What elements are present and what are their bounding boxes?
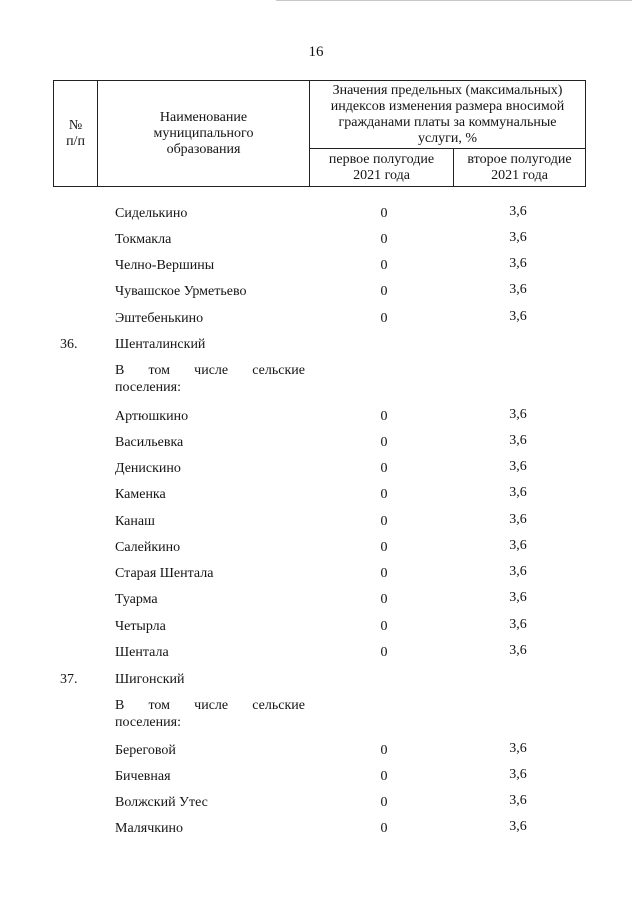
row-name: Токмакла	[115, 232, 172, 247]
table-row	[0, 279, 632, 305]
row-name: Шигонский	[115, 672, 185, 687]
table-row	[0, 430, 632, 456]
row-name: Шенталинский	[115, 337, 206, 352]
value-first-half: 0	[380, 258, 388, 273]
value-first-half: 0	[380, 435, 388, 450]
value-second-half: 3,6	[509, 643, 527, 658]
header-values-col: Значения предельных (максимальных) индексов изменения размера вносимой гражданами платы за коммунальные услуги, %	[310, 81, 586, 149]
row-name-line1: В том числе сельские	[115, 698, 305, 713]
row-name: Канаш	[115, 514, 155, 529]
row-name: Шентала	[115, 645, 169, 660]
row-name-line2: поселения:	[115, 715, 181, 730]
table-row	[0, 790, 632, 816]
table-row	[0, 201, 632, 227]
table-row	[0, 614, 632, 640]
value-second-half: 3,6	[509, 793, 527, 808]
table-row-subheading	[0, 693, 632, 733]
table-row	[0, 561, 632, 587]
row-name: Васильевка	[115, 435, 184, 450]
table-row	[0, 456, 632, 482]
value-second-half: 3,6	[509, 459, 527, 474]
value-second-half: 3,6	[509, 538, 527, 553]
row-number: 37.	[60, 672, 78, 687]
page-number: 16	[308, 44, 324, 60]
value-second-half: 3,6	[509, 282, 527, 297]
row-name-line1: В том числе сельские	[115, 363, 305, 378]
row-name: Туарма	[115, 592, 158, 607]
value-first-half: 0	[380, 769, 388, 784]
row-name: Чувашское Урметьево	[115, 284, 247, 299]
table-row-subheading	[0, 358, 632, 398]
row-number: 36.	[60, 337, 78, 352]
value-first-half: 0	[380, 540, 388, 555]
value-second-half: 3,6	[509, 564, 527, 579]
value-first-half: 0	[380, 232, 388, 247]
table-row	[0, 509, 632, 535]
table-row	[0, 640, 632, 666]
table-row-district	[0, 667, 632, 693]
value-first-half: 0	[380, 743, 388, 758]
value-first-half: 0	[380, 461, 388, 476]
value-second-half: 3,6	[509, 230, 527, 245]
value-second-half: 3,6	[509, 256, 527, 271]
value-first-half: 0	[380, 795, 388, 810]
value-second-half: 3,6	[509, 590, 527, 605]
row-name: Каменка	[115, 487, 166, 502]
value-second-half: 3,6	[509, 407, 527, 422]
value-second-half: 3,6	[509, 741, 527, 756]
table-row	[0, 535, 632, 561]
row-name: Малячкино	[115, 821, 184, 836]
value-first-half: 0	[380, 514, 388, 529]
table-row	[0, 404, 632, 430]
row-name-line2: поселения:	[115, 380, 181, 395]
value-second-half: 3,6	[509, 617, 527, 632]
table-row-district	[0, 332, 632, 358]
table-row	[0, 482, 632, 508]
value-first-half: 0	[380, 311, 388, 326]
header-first-half: первое полугодие 2021 года	[310, 149, 454, 187]
row-name: Эштебенькино	[115, 311, 204, 326]
row-name: Челно-Вершины	[115, 258, 215, 273]
table-row	[0, 227, 632, 253]
row-name: Четырла	[115, 619, 166, 634]
value-first-half: 0	[380, 206, 388, 221]
table-row	[0, 816, 632, 842]
value-second-half: 3,6	[509, 512, 527, 527]
value-first-half: 0	[380, 566, 388, 581]
table-row	[0, 587, 632, 613]
header-second-half: второе полугодие 2021 года	[454, 149, 586, 187]
row-name	[115, 362, 305, 396]
row-name: Салейкино	[115, 540, 181, 555]
table-row	[0, 306, 632, 332]
row-name: Артюшкино	[115, 409, 189, 424]
table-row	[0, 764, 632, 790]
row-name: Бичевная	[115, 769, 171, 784]
value-first-half: 0	[380, 821, 388, 836]
value-second-half: 3,6	[509, 767, 527, 782]
header-num-col: № п/п	[54, 81, 98, 187]
row-name: Денискино	[115, 461, 181, 476]
row-name: Сиделькино	[115, 206, 188, 221]
value-first-half: 0	[380, 409, 388, 424]
value-second-half: 3,6	[509, 309, 527, 324]
row-name: Береговой	[115, 743, 176, 758]
value-first-half: 0	[380, 645, 388, 660]
row-name: Старая Шентала	[115, 566, 214, 581]
value-second-half: 3,6	[509, 433, 527, 448]
value-second-half: 3,6	[509, 485, 527, 500]
value-first-half: 0	[380, 487, 388, 502]
value-second-half: 3,6	[509, 204, 527, 219]
value-second-half: 3,6	[509, 819, 527, 834]
row-name	[115, 697, 305, 731]
table-row	[0, 738, 632, 764]
table-row	[0, 253, 632, 279]
value-first-half: 0	[380, 592, 388, 607]
row-name: Волжский Утес	[115, 795, 208, 810]
header-name-col: Наименование муниципального образования	[98, 81, 310, 187]
value-first-half: 0	[380, 284, 388, 299]
value-first-half: 0	[380, 619, 388, 634]
